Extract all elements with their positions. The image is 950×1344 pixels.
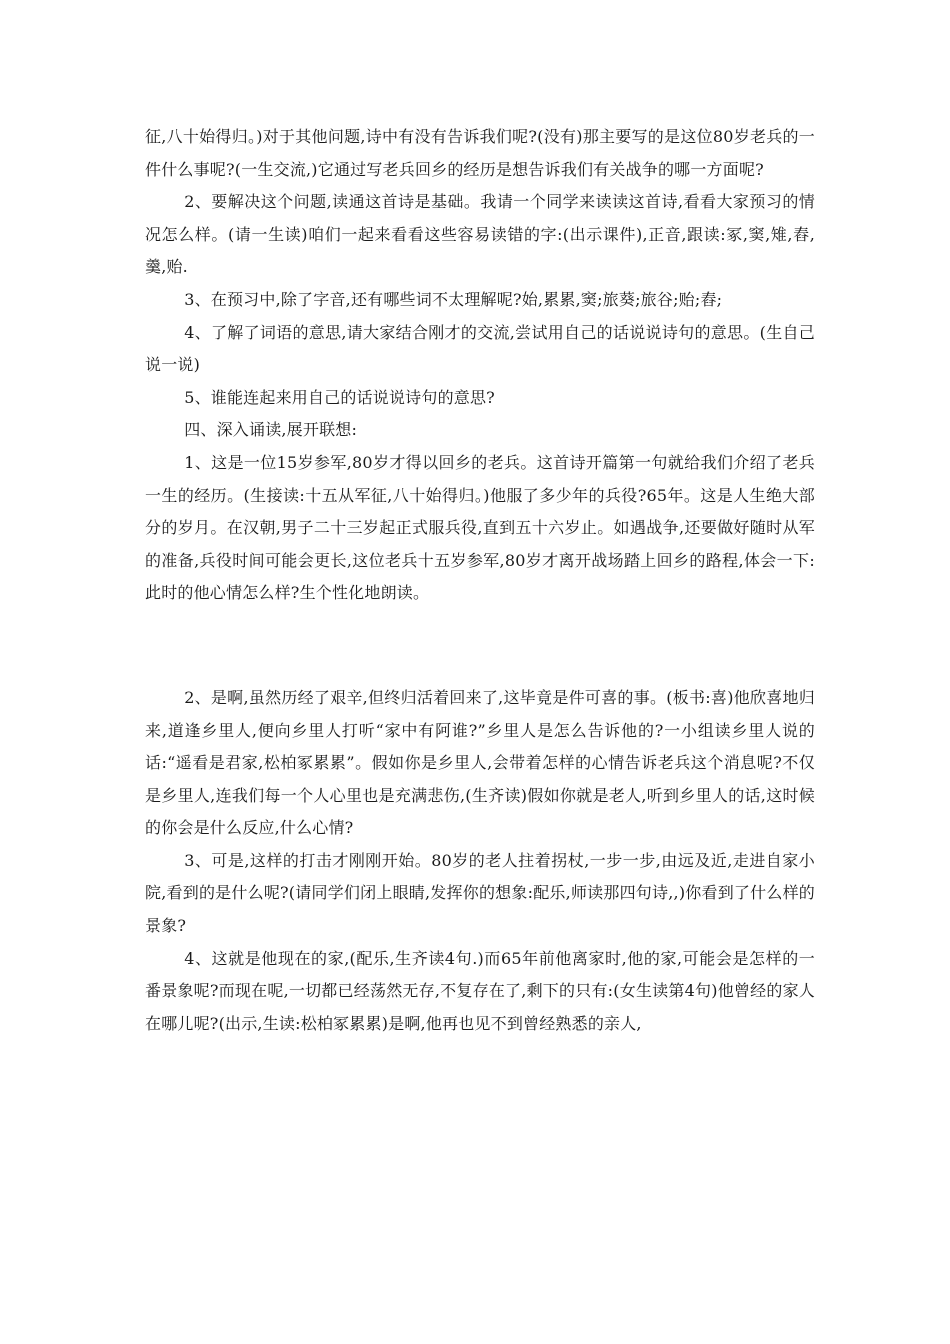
paragraph: 3、可是,这样的打击才刚刚开始。80岁的老人拄着拐杖,一步一步,由远及近,走进自家小院,看到的是什么呢?(请同学们闭上眼睛,发挥你的想象:配乐,师读那四句诗,,)你看到了什么样的景象?: [145, 850, 815, 936]
paragraph: 3、在预习中,除了字音,还有哪些词不太理解呢?始,累累,窦;旅葵;旅谷;贻;舂;: [184, 289, 723, 309]
section-heading: 四、深入诵读,展开联想:: [184, 420, 358, 440]
paragraph: 2、要解决这个问题,读通这首诗是基础。我请一个同学来读读这首诗,看看大家预习的情况怎么样。(请一生读)咱们一起来看看这些容易读错的字:(出示课件),正音,跟读:冢,窦,雉,舂,羹,贻.: [145, 192, 815, 277]
paragraph: 征,八十始得归。)对于其他问题,诗中有没有告诉我们呢?(没有)那主要写的是这位80岁老兵的一件什么事呢?(一生交流,)它通过写老兵回乡的经历是想告诉我们有关战争的哪一方面呢?: [145, 127, 815, 179]
paragraph: 2、是啊,虽然历经了艰辛,但终归活着回来了,这毕竟是件可喜的事。(板书:喜)他欣喜地归来,道逢乡里人,便向乡里人打听“家中有阿谁?”乡里人是怎么告诉他的?一小组读乡里人说的话:“遥看是君家,松柏冢累累”。假如你是乡里人,会带着怎样的心情告诉老兵这个消息呢?不仅是乡里人,连我们每一个人心里也是充满悲伤,(生齐读)假如你就是老人,听到乡里人的话,这时候的你会是什么反应,什么心情?: [145, 687, 815, 838]
document-body: [145, 121, 815, 1040]
paragraph: 5、谁能连起来用自己的话说说诗句的意思?: [184, 387, 495, 407]
paragraph-gap: [145, 610, 815, 682]
paragraph: 1、这是一位15岁参军,80岁才得以回乡的老兵。这首诗开篇第一句就给我们介绍了老兵一生的经历。(生接读:十五从军征,八十始得归。)他服了多少年的兵役?65年。这是人生绝大部分的岁月。在汉朝,男子二十三岁起正式服兵役,直到五十六岁止。如遇战争,还要做好随时从军的准备,兵役时间可能会更长,这位老兵十五岁参军,80岁才离开战场踏上回乡的路程,体会一下:此时的他心情怎么样?生个性化地朗读。: [145, 452, 815, 603]
paragraph: 4、了解了词语的意思,请大家结合刚才的交流,尝试用自己的话说说诗句的意思。(生自己说一说): [145, 322, 815, 375]
paragraph: 4、这就是他现在的家,(配乐,生齐读4句.)而65年前他离家时,他的家,可能会是怎样的一番景象呢?而现在呢,一切都已经荡然无存,不复存在了,剩下的只有:(女生读第4句)他曾经的家人在哪儿呢?(出示,生读:松柏冢累累)是啊,他再也见不到曾经熟悉的亲人,: [145, 948, 815, 1033]
